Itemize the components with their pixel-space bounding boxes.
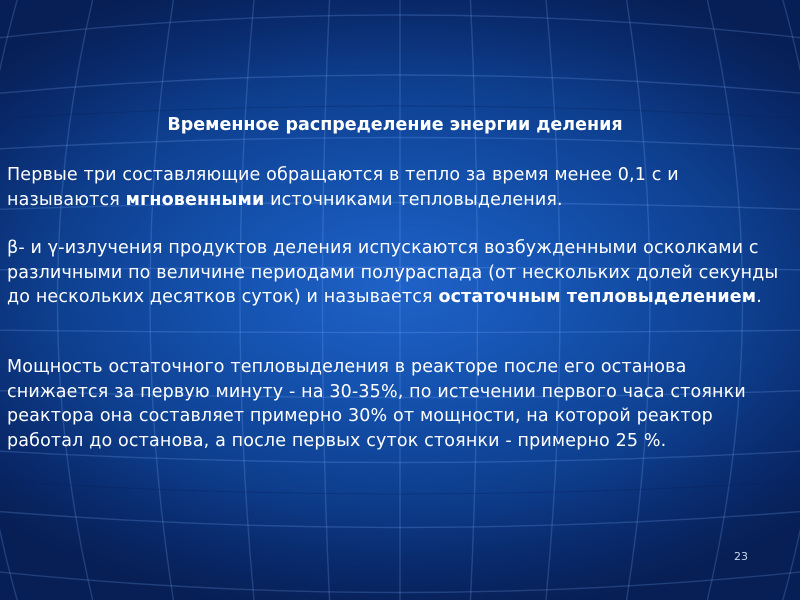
paragraph-residual-heat	[7, 236, 787, 310]
paragraph1-bold-term: мгновенными	[125, 189, 265, 210]
page-number: 23	[734, 550, 748, 563]
paragraph2-text: β- и γ-излучения продуктов деления испускаются возбужденными осколками с различными по величине периодами полураспада (от нескольких долей секунды до нескольких десятков суток) и называется	[7, 238, 779, 307]
paragraph2-text-end: .	[756, 287, 762, 307]
paragraph-instant-sources	[7, 163, 787, 212]
paragraph1-text: Первые три составляющие обращаются в тепло за время менее 0,1 с и называются	[7, 165, 679, 210]
paragraph1-text-end: источниками тепловыделения.	[264, 189, 563, 210]
slide-title: Временное распределение энергии деления	[167, 115, 623, 135]
paragraph-residual-power: Мощность остаточного тепловыделения в реакторе после его останова снижается за первую минуту - на 30-35%, по истечении первого часа стоянки реактора она составляет примерно 30% от мощности, на которой реактор работал до останова, а после первых суток стоянки - примерно 25 %.	[7, 357, 746, 451]
paragraph2-bold-term: остаточным тепловыделением	[438, 287, 757, 307]
